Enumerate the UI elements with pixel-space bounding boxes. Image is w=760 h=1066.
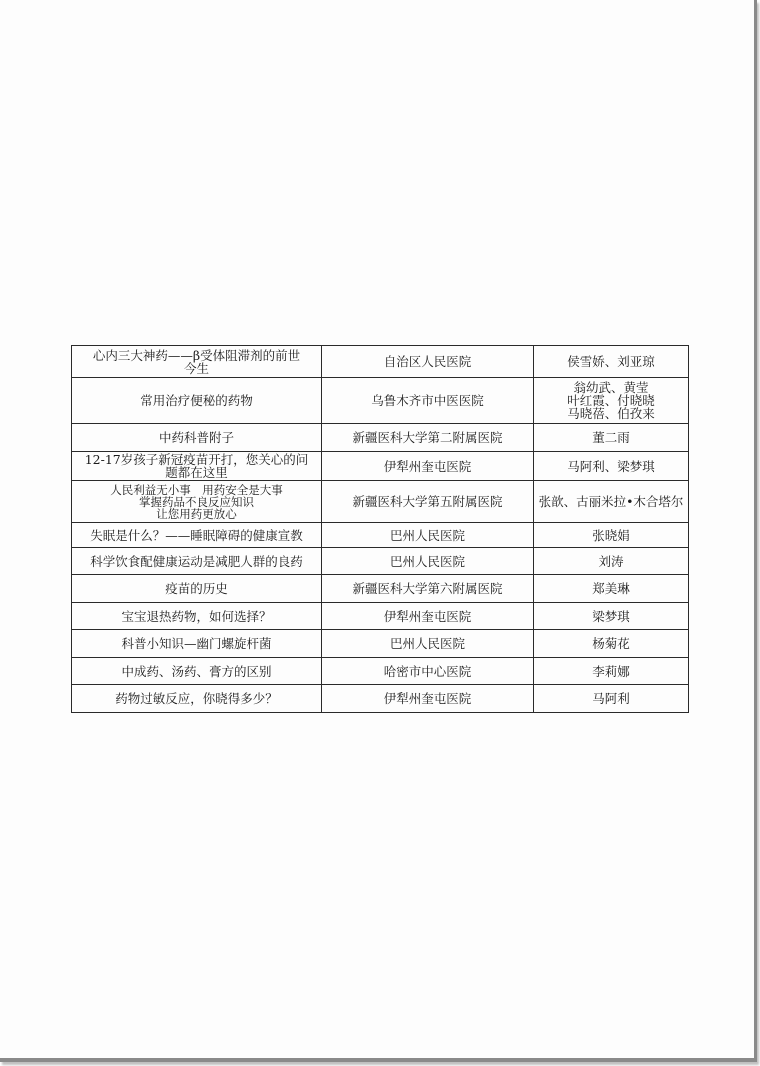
- table-row: [72, 575, 689, 603]
- hospital-cell: 乌鲁木齐市中医医院: [322, 378, 534, 424]
- authors-cell: 张晓娟: [534, 523, 689, 548]
- hospital-cell: 伊犁州奎屯医院: [322, 603, 534, 630]
- table-row: [72, 378, 689, 424]
- hospital-cell: 新疆医科大学第五附属医院: [322, 481, 534, 523]
- authors-cell: 刘涛: [534, 548, 689, 575]
- work-title-cell: 心内三大神药——β受体阻滞剂的前世 今生: [72, 346, 322, 378]
- table-row: [72, 658, 689, 685]
- hospital-cell: 伊犁州奎屯医院: [322, 685, 534, 713]
- work-title-cell: 12-17岁孩子新冠疫苗开打，您关心的问 题都在这里: [72, 452, 322, 481]
- hospital-cell: 哈密市中心医院: [322, 658, 534, 685]
- work-title-cell: 疫苗的历史: [72, 575, 322, 603]
- work-title-cell: 失眠是什么？——睡眠障碍的健康宣教: [72, 523, 322, 548]
- table-row: [72, 548, 689, 575]
- table-row: [72, 523, 689, 548]
- work-title-cell: 科普小知识—幽门螺旋杆菌: [72, 630, 322, 658]
- work-title-cell: 人民利益无小事 用药安全是大事 掌握药品不良反应知识 让您用药更放心: [72, 481, 322, 523]
- authors-cell: 杨菊花: [534, 630, 689, 658]
- hospital-cell: 巴州人民医院: [322, 630, 534, 658]
- work-title-cell: 中药科普附子: [72, 424, 322, 452]
- hospital-cell: 新疆医科大学第六附属医院: [322, 575, 534, 603]
- science-works-table: [71, 345, 689, 713]
- authors-cell: 董二雨: [534, 424, 689, 452]
- authors-cell: 翁幼武、黄莹 叶红霞、付晓晓 马晓蓓、伯孜来: [534, 378, 689, 424]
- table-row: [72, 424, 689, 452]
- authors-cell: 侯雪娇、刘亚琼: [534, 346, 689, 378]
- authors-cell: 梁梦琪: [534, 603, 689, 630]
- work-title-cell: 中成药、汤药、膏方的区别: [72, 658, 322, 685]
- authors-cell: 张歆、古丽米拉•木合塔尔: [534, 481, 689, 523]
- table-row: [72, 630, 689, 658]
- work-title-cell: 宝宝退热药物，如何选择？: [72, 603, 322, 630]
- table-row: [72, 452, 689, 481]
- authors-cell: 郑美琳: [534, 575, 689, 603]
- hospital-cell: 巴州人民医院: [322, 548, 534, 575]
- hospital-cell: 伊犁州奎屯医院: [322, 452, 534, 481]
- hospital-cell: 巴州人民医院: [322, 523, 534, 548]
- authors-cell: 马阿利、梁梦琪: [534, 452, 689, 481]
- hospital-cell: 新疆医科大学第二附属医院: [322, 424, 534, 452]
- authors-cell: 李莉娜: [534, 658, 689, 685]
- table-row: [72, 346, 689, 378]
- table-row: [72, 481, 689, 523]
- table-row: [72, 603, 689, 630]
- work-title-cell: 药物过敏反应，你晓得多少？: [72, 685, 322, 713]
- authors-cell: 马阿利: [534, 685, 689, 713]
- table-row: [72, 685, 689, 713]
- hospital-cell: 自治区人民医院: [322, 346, 534, 378]
- work-title-cell: 科学饮食配健康运动是减肥人群的良药: [72, 548, 322, 575]
- work-title-cell: 常用治疗便秘的药物: [72, 378, 322, 424]
